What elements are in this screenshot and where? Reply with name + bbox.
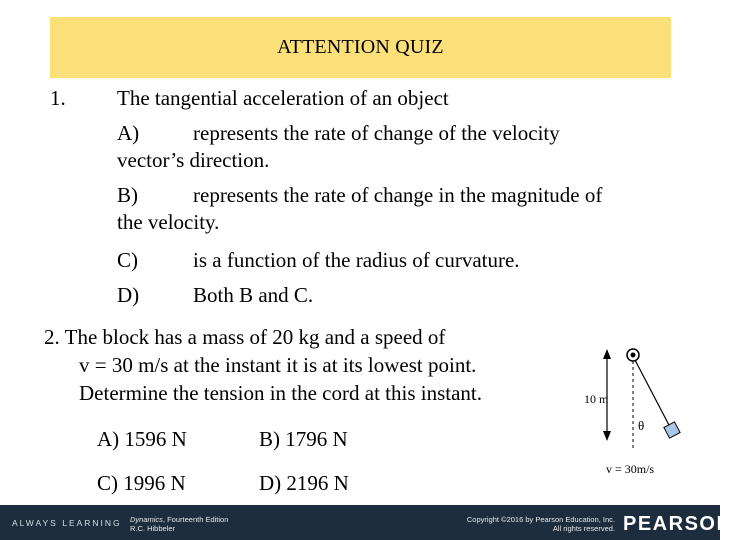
book-info: [130, 515, 228, 533]
book-edition: , Fourteenth Edition: [162, 515, 229, 524]
q2-option-b: B) 1796 N: [259, 427, 348, 451]
q1-stem: The tangential acceleration of an object: [117, 86, 449, 110]
speed-label: v = 30m/s: [606, 462, 655, 476]
book-title: Dynamics: [130, 515, 163, 524]
q2-stem-line2: v = 30 m/s at the instant it is at its lowest point.: [79, 353, 477, 377]
q1-option-b-line2: the velocity.: [117, 210, 220, 234]
q1-number: 1.: [50, 86, 66, 110]
title-banner: [50, 17, 671, 78]
q2-stem-line1: 2. The block has a mass of 20 kg and a speed of: [44, 325, 446, 349]
length-label: 10 m: [584, 392, 609, 406]
book-author: R.C. Hibbeler: [130, 524, 176, 533]
q1-option-b-letter: B): [117, 183, 138, 207]
pendulum-cord: [635, 360, 670, 427]
q1-option-d-letter: D): [117, 283, 140, 307]
q2-option-a: A) 1596 N: [97, 427, 187, 451]
q1-option-d-text: Both B and C.: [193, 283, 314, 307]
pivot-center-icon: [631, 353, 636, 358]
copyright-notice: [405, 515, 615, 533]
footer-bar: [0, 505, 732, 540]
angle-label: θ: [638, 418, 645, 433]
dimension-arrow-up-icon: [603, 349, 611, 359]
q1-option-a-line2: vector’s direction.: [117, 148, 270, 172]
slide-title: ATTENTION QUIZ: [277, 36, 444, 58]
copyright-line2: All rights reserved.: [552, 524, 615, 533]
q1-option-c-letter: C): [117, 248, 138, 272]
always-learning-text: ALWAYS LEARNING: [12, 518, 122, 528]
dimension-arrow-down-icon: [603, 431, 611, 441]
q1-option-a-letter: A): [117, 121, 140, 145]
q1-option-a-line1: represents the rate of change of the velocity: [193, 121, 560, 145]
q2-stem-line3: Determine the tension in the cord at this instant.: [79, 381, 482, 405]
copyright-line1: Copyright ©2016 by Pearson Education, Inc.: [466, 515, 615, 524]
q2-option-c: C) 1996 N: [97, 471, 186, 495]
block-icon: [664, 422, 680, 438]
q2-option-d: D) 2196 N: [259, 471, 349, 495]
pearson-logo: PEARSON: [623, 513, 732, 535]
q1-option-c-text: is a function of the radius of curvature.: [193, 248, 520, 272]
pendulum-diagram: [570, 335, 710, 485]
q1-option-b-line1: represents the rate of change in the magnitude of: [193, 183, 603, 207]
